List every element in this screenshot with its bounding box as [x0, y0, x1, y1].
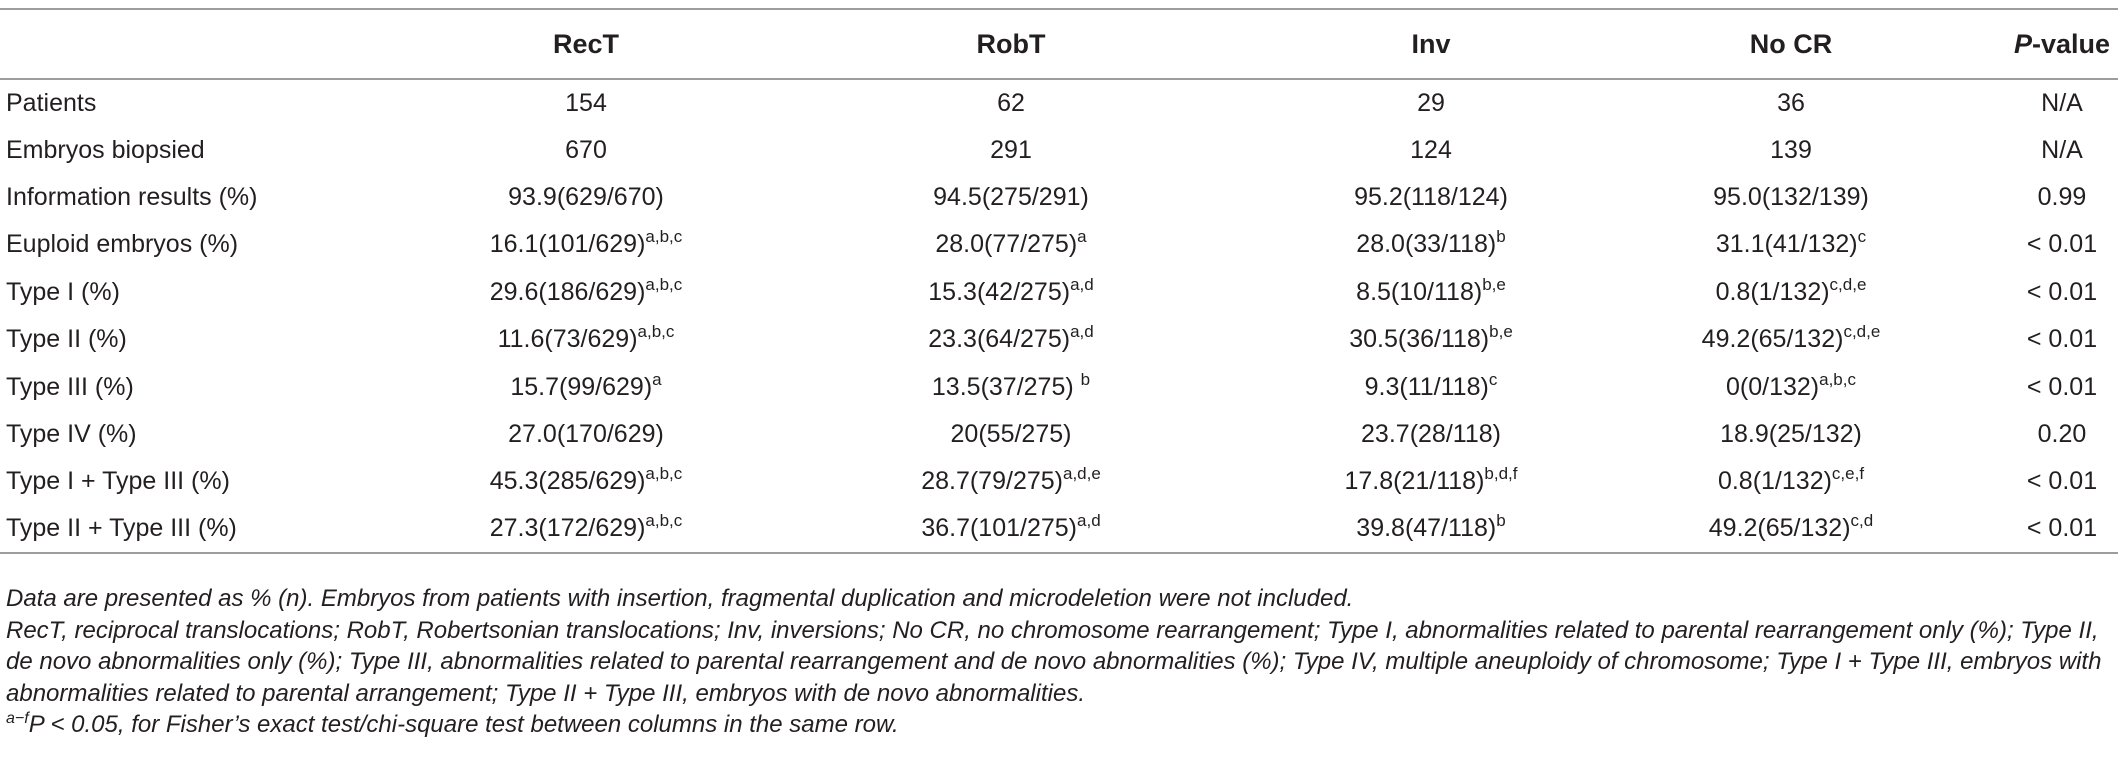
significance-superscript: a	[652, 369, 662, 389]
cell-p-value: < 0.01	[2026, 467, 2098, 496]
cell-no-cr	[1596, 411, 1986, 458]
cell-value: 291	[990, 135, 1032, 164]
table-row	[0, 269, 2118, 316]
cell-rect	[416, 79, 756, 126]
cell-rect	[416, 411, 756, 458]
significance-superscript: a,d,e	[1062, 464, 1101, 484]
significance-superscript: b	[1080, 369, 1091, 389]
cell-value: 93.9(629/670)	[508, 182, 664, 211]
header-inv: Inv	[1411, 28, 1451, 59]
row-label: Embryos biopsied	[6, 135, 205, 164]
cell-no-cr	[1596, 79, 1986, 126]
cell-value: 28.0(77/275)	[935, 230, 1078, 259]
cell-value: 36	[1777, 88, 1805, 117]
significance-superscript: c	[1857, 227, 1867, 247]
cell-value: 28.0(33/118)	[1356, 230, 1497, 259]
cell-robt	[756, 506, 1266, 553]
significance-superscript: a,b,c	[645, 227, 683, 247]
cell-value: 27.3(172/629)	[489, 514, 646, 543]
note-line-1: Data are presented as % (n). Embryos from patients with insertion, fragmental duplication and microdeletion were not included.	[6, 585, 1354, 612]
table-row	[0, 221, 2118, 268]
cell-value: 0.8(1/132)	[1717, 467, 1832, 496]
cell-p-value: < 0.01	[2026, 514, 2098, 543]
cell-value: 49.2(65/132)	[1708, 514, 1851, 543]
cell-inv	[1266, 221, 1596, 268]
cell-rect	[416, 316, 756, 363]
table-header	[0, 9, 2118, 79]
footnote-superscript: a−f	[6, 710, 29, 727]
table-row	[0, 363, 2118, 410]
significance-superscript: c	[1488, 369, 1498, 389]
header-rect: RecT	[552, 28, 620, 59]
cell-value: 20(55/275)	[950, 419, 1072, 448]
cell-value: 31.1(41/132)	[1715, 230, 1858, 259]
cell-value: 94.5(275/291)	[933, 182, 1089, 211]
row-label: Type I + Type III (%)	[6, 467, 230, 496]
significance-superscript: a,b,c	[1819, 369, 1856, 389]
cell-value: 95.0(132/139)	[1713, 182, 1869, 211]
significance-superscript: b,e	[1489, 322, 1513, 342]
cell-value: 670	[565, 135, 607, 164]
cell-no-cr	[1596, 316, 1986, 363]
cell-rect	[416, 506, 756, 553]
cell-inv	[1266, 458, 1596, 505]
cell-rect	[416, 221, 756, 268]
cell-value: 23.7(28/118)	[1361, 419, 1501, 448]
cell-value: 154	[565, 88, 607, 117]
cell-robt	[756, 269, 1266, 316]
significance-superscript: c,e,f	[1831, 464, 1865, 484]
header-p-suffix: -value	[2031, 28, 2111, 59]
note-line-2: RecT, reciprocal translocations; RobT, Robertsonian translocations; Inv, inversions; No CR, no chromosome rearrangement; Type I, abnormalities related to parental rearrangement only (%); Type II, de novo abnormalities only (%); Type III, abnormalities related to parental rearrangement and de novo abnormalities (%); Type IV, multiple aneuploidy of chromosome; Type I + Type III, embryos with abnormalities related to parental arrangement; Type II + Type III, embryos with de novo abnormalities.	[6, 616, 2102, 707]
cell-no-cr	[1596, 174, 1986, 221]
cell-robt	[756, 126, 1266, 173]
table-row	[0, 411, 2118, 458]
cell-robt	[756, 316, 1266, 363]
cell-rect	[416, 458, 756, 505]
table-body	[0, 79, 2118, 553]
cell-value: 15.7(99/629)	[510, 372, 653, 401]
cell-inv	[1266, 174, 1596, 221]
significance-superscript: a,b,c	[645, 511, 683, 531]
cell-robt	[756, 174, 1266, 221]
row-label: Information results (%)	[6, 182, 258, 211]
cell-robt	[756, 411, 1266, 458]
footnote-text: P < 0.05, for Fisher’s exact test/chi-square test between columns in the same row.	[28, 711, 899, 738]
cell-value: 9.3(11/118)	[1364, 372, 1489, 401]
cell-value: 0.8(1/132)	[1715, 277, 1830, 306]
cell-no-cr	[1596, 363, 1986, 410]
cell-inv	[1266, 506, 1596, 553]
cell-p-value: < 0.01	[2026, 230, 2098, 259]
cell-value: 8.5(10/118)	[1356, 277, 1483, 306]
cell-inv	[1266, 411, 1596, 458]
cell-p-value: 0.99	[2037, 182, 2087, 211]
cell-inv	[1266, 79, 1596, 126]
cell-rect	[416, 126, 756, 173]
cell-value: 0(0/132)	[1726, 372, 1820, 401]
header-p-letter: P	[2013, 28, 2032, 59]
cell-value: 30.5(36/118)	[1349, 325, 1490, 354]
significance-superscript: a	[1077, 227, 1087, 247]
significance-superscript: a,d	[1070, 322, 1094, 342]
row-label: Type II + Type III (%)	[6, 514, 237, 543]
cell-p-value: < 0.01	[2026, 277, 2098, 306]
significance-superscript: a,d	[1077, 511, 1101, 531]
significance-superscript: a,d	[1070, 274, 1094, 294]
cell-value: 49.2(65/132)	[1701, 325, 1844, 354]
cell-value: 45.3(285/629)	[489, 467, 646, 496]
cell-inv	[1266, 316, 1596, 363]
cell-value: 39.8(47/118)	[1356, 514, 1497, 543]
cell-p-value: 0.20	[2037, 419, 2087, 448]
cell-robt	[756, 458, 1266, 505]
cell-value: 29	[1417, 88, 1445, 117]
cell-value: 11.6(73/629)	[497, 325, 638, 354]
cell-value: 36.7(101/275)	[921, 514, 1078, 543]
significance-superscript: a,b,c	[645, 464, 683, 484]
cell-value: 16.1(101/629)	[489, 230, 646, 259]
cell-no-cr	[1596, 506, 1986, 553]
cell-inv	[1266, 126, 1596, 173]
note-footnote	[6, 709, 2106, 741]
row-label: Type II (%)	[6, 325, 127, 354]
results-table	[0, 8, 2118, 554]
cell-value: 23.3(64/275)	[928, 325, 1071, 354]
cell-robt	[756, 363, 1266, 410]
header-empty	[0, 9, 416, 79]
cell-value: 139	[1770, 135, 1812, 164]
cell-rect	[416, 269, 756, 316]
significance-superscript: b,e	[1482, 274, 1506, 294]
cell-rect	[416, 363, 756, 410]
cell-value: 13.5(37/275)	[931, 372, 1081, 401]
cell-value: 29.6(186/629)	[489, 277, 646, 306]
cell-no-cr	[1596, 458, 1986, 505]
cell-inv	[1266, 269, 1596, 316]
row-label: Type III (%)	[6, 372, 134, 401]
cell-no-cr	[1596, 126, 1986, 173]
significance-superscript: c,d	[1850, 511, 1874, 531]
cell-value: 95.2(118/124)	[1354, 182, 1508, 211]
cell-no-cr	[1596, 221, 1986, 268]
cell-robt	[756, 79, 1266, 126]
cell-value: 18.9(25/132)	[1720, 419, 1862, 448]
significance-superscript: a,b,c	[637, 322, 675, 342]
row-label: Euploid embryos (%)	[6, 230, 239, 259]
cell-p-value: N/A	[2041, 135, 2083, 164]
header-row	[0, 9, 2118, 79]
row-label: Type I (%)	[6, 277, 120, 306]
cell-p-value: < 0.01	[2026, 325, 2098, 354]
cell-value: 62	[997, 88, 1025, 117]
table-row	[0, 174, 2118, 221]
cell-value: 15.3(42/275)	[928, 277, 1071, 306]
cell-no-cr	[1596, 269, 1986, 316]
significance-superscript: a,b,c	[645, 274, 683, 294]
cell-value: 17.8(21/118)	[1344, 467, 1485, 496]
cell-inv	[1266, 363, 1596, 410]
table-row	[0, 126, 2118, 173]
table-row	[0, 316, 2118, 363]
significance-superscript: b,d,f	[1484, 464, 1518, 484]
header-p-value	[1986, 9, 2118, 79]
table-row	[0, 506, 2118, 553]
cell-value: 28.7(79/275)	[921, 467, 1063, 496]
cell-robt	[756, 221, 1266, 268]
table-row	[0, 79, 2118, 126]
cell-value: 27.0(170/629)	[508, 419, 664, 448]
table-row	[0, 458, 2118, 505]
cell-rect	[416, 174, 756, 221]
significance-superscript: b	[1496, 511, 1506, 531]
table-notes	[6, 583, 2106, 741]
cell-p-value: < 0.01	[2026, 372, 2098, 401]
cell-value: 124	[1410, 135, 1452, 164]
header-no-cr: No CR	[1749, 28, 1833, 59]
cell-p-value: N/A	[2041, 88, 2083, 117]
significance-superscript: c,d,e	[1829, 274, 1867, 294]
header-robt: RobT	[976, 28, 1046, 59]
row-label: Patients	[6, 88, 97, 117]
row-label: Type IV (%)	[6, 419, 137, 448]
significance-superscript: c,d,e	[1843, 322, 1881, 342]
significance-superscript: b	[1496, 227, 1506, 247]
